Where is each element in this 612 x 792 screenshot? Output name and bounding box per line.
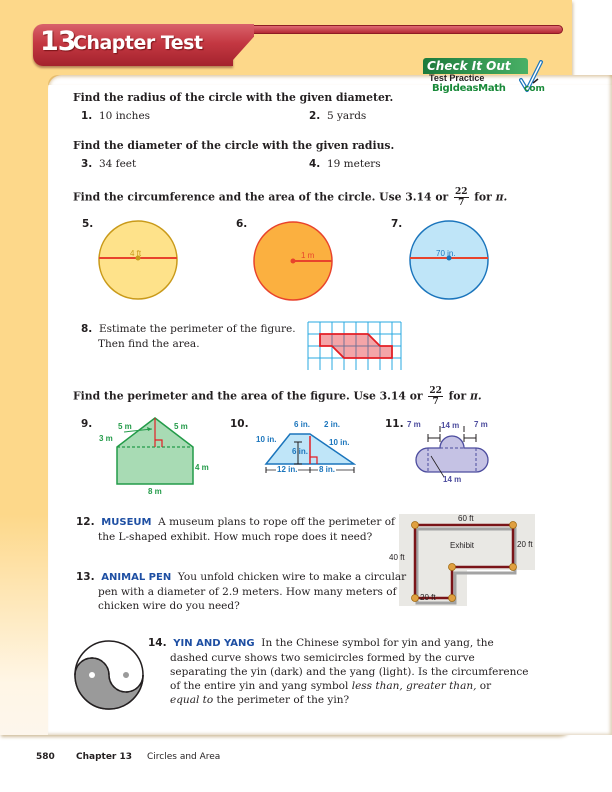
- exercise-3: [81, 158, 136, 170]
- exercise-text: 10 inches: [98, 110, 151, 122]
- exercise-label: MUSEUM: [101, 517, 152, 528]
- exercise-11-number: 11.: [385, 418, 404, 430]
- exercise-text: of the entire yin and yang symbol: [170, 680, 349, 692]
- exercise-text: the perimeter of the yin?: [216, 694, 350, 706]
- exercise-text-italic: less than, greater than,: [351, 680, 477, 692]
- fig11-label-left: 7 m: [407, 420, 421, 429]
- exercise-8-line1: [81, 323, 296, 335]
- exercise-13: [76, 570, 406, 613]
- exercise-text: dashed curve shows two semicircles formed by the curve: [170, 652, 475, 664]
- directions-text: Find the perimeter and the area of the figure. Use 3.14 or: [73, 389, 423, 403]
- fig9-label-height: 3 m: [99, 434, 113, 443]
- directions-diameter: Find the diameter of the circle with the given radius.: [73, 139, 395, 152]
- badge-site: BigIdeasMath: [432, 83, 506, 94]
- exercise-text: A museum plans to rope off the perimeter of: [158, 516, 395, 528]
- grid-figure-8: [306, 320, 402, 370]
- directions-text-for: for: [448, 389, 467, 403]
- badge-banner: Check It Out: [423, 58, 528, 74]
- exhibit-label-top: 60 ft: [458, 514, 474, 523]
- directions-text: Find the circumference and the area of the circle. Use 3.14 or: [73, 190, 449, 204]
- fig10-label-base-right: 8 in.: [319, 465, 336, 474]
- fraction-numerator: 22: [454, 187, 468, 197]
- exercise-text: In the Chinese symbol for yin and yang, the: [261, 637, 494, 649]
- exercise-8-line2: Then find the area.: [98, 338, 200, 350]
- exercise-text: the L-shaped exhibit. How much rope does it need?: [98, 531, 373, 543]
- exercise-text: 19 meters: [326, 158, 381, 170]
- pi-symbol: π.: [495, 190, 508, 204]
- exercise-label: ANIMAL PEN: [101, 572, 172, 583]
- exercise-text: chicken wire do you need?: [98, 600, 240, 612]
- fig10-label-base-left: 12 in.: [277, 465, 298, 474]
- fraction-numerator: 22: [429, 386, 442, 396]
- fig10-label-right: 10 in.: [329, 438, 350, 447]
- circle-5-diameter-label: 4 ft: [130, 249, 142, 258]
- directions-perimeter-area: [73, 386, 482, 407]
- footer-chapter: Chapter 13: [76, 752, 133, 762]
- circle-figure-5: [97, 219, 179, 301]
- fig9-label-side-left: 5 m: [118, 422, 132, 431]
- directions-radius: Find the radius of the circle with the given diameter.: [73, 91, 394, 104]
- fig9-label-side-right: 5 m: [174, 422, 188, 431]
- page-title: Chapter Test: [73, 32, 203, 54]
- exercise-number: 2.: [309, 110, 321, 122]
- exercise-number: 3.: [81, 158, 93, 170]
- exercise-1: [81, 110, 150, 122]
- fraction-denominator: 7: [458, 198, 465, 208]
- exercise-2: [309, 110, 366, 122]
- exercise-number: 12.: [76, 516, 95, 528]
- exercise-text: or: [479, 680, 492, 692]
- exercise-number: 13.: [76, 571, 95, 583]
- exercise-text: separating the yin (dark) and the yang (light). Is the circumference: [170, 666, 529, 678]
- exercise-text-italic: equal to: [170, 694, 214, 706]
- exercise-text: You unfold chicken wire to make a circular: [177, 571, 407, 583]
- directions-circumference-area: [73, 187, 507, 208]
- fig11-label-mid: 14 m: [441, 421, 460, 430]
- exercise-10-number: 10.: [230, 418, 249, 430]
- exercise-text: 5 yards: [326, 110, 367, 122]
- exercise-number: 4.: [309, 158, 321, 170]
- exhibit-figure-12: [397, 512, 537, 608]
- exercise-number: 8.: [81, 323, 93, 335]
- exhibit-label-center: Exhibit: [450, 541, 475, 550]
- exercise-label: YIN AND YANG: [173, 638, 255, 649]
- badge-subtitle: Test Practice: [429, 73, 485, 83]
- fig11-label-height: 14 m: [443, 475, 462, 484]
- chapter-number: 13: [40, 26, 76, 57]
- exercise-text: pen with a diameter of 2.9 meters. How many meters of: [98, 586, 397, 598]
- fig10-label-left: 10 in.: [256, 435, 277, 444]
- exhibit-label-right: 20 ft: [517, 540, 533, 549]
- exercise-text: Estimate the perimeter of the figure.: [98, 323, 296, 335]
- exhibit-label-left: 40 ft: [389, 553, 405, 562]
- fig9-label-wall: 4 m: [195, 463, 209, 472]
- exercise-9-number: 9.: [81, 418, 93, 430]
- circle-7-diameter-label: 70 in.: [436, 249, 456, 258]
- exercise-number: 14.: [148, 637, 167, 649]
- directions-text-for: for: [474, 190, 492, 204]
- page-number: 580: [36, 752, 55, 762]
- circle-figure-6: [252, 220, 334, 302]
- exercise-6-number: 6.: [236, 218, 248, 230]
- badge-com: com: [524, 84, 545, 94]
- check-it-out-badge[interactable]: [423, 58, 543, 98]
- circle-6-radius-label: 1 m: [301, 251, 315, 260]
- pi-symbol: π.: [469, 389, 482, 403]
- exercise-number: 1.: [81, 110, 93, 122]
- exhibit-label-bottom: 20 ft: [420, 593, 436, 602]
- fraction-22-7: [454, 187, 469, 208]
- exercise-14: [148, 636, 528, 707]
- fraction-denominator: 7: [432, 397, 439, 407]
- fig9-label-base: 8 m: [148, 487, 162, 496]
- yin-yang-figure-14: [73, 639, 145, 711]
- header-bar: [230, 25, 563, 34]
- fig10-label-height: 6 in.: [292, 447, 309, 456]
- exercise-12: [76, 515, 395, 544]
- footer-title: Circles and Area: [147, 752, 221, 762]
- fig10-label-offset: 2 in.: [324, 420, 341, 429]
- fraction-22-7: [428, 386, 443, 407]
- fig10-label-top: 6 in.: [294, 420, 311, 429]
- exercise-7-number: 7.: [391, 218, 403, 230]
- circle-figure-7: [408, 219, 490, 301]
- exercise-5-number: 5.: [82, 218, 94, 230]
- exercise-4: [309, 158, 381, 170]
- exercise-text: 34 feet: [98, 158, 137, 170]
- fig11-label-right: 7 m: [474, 420, 488, 429]
